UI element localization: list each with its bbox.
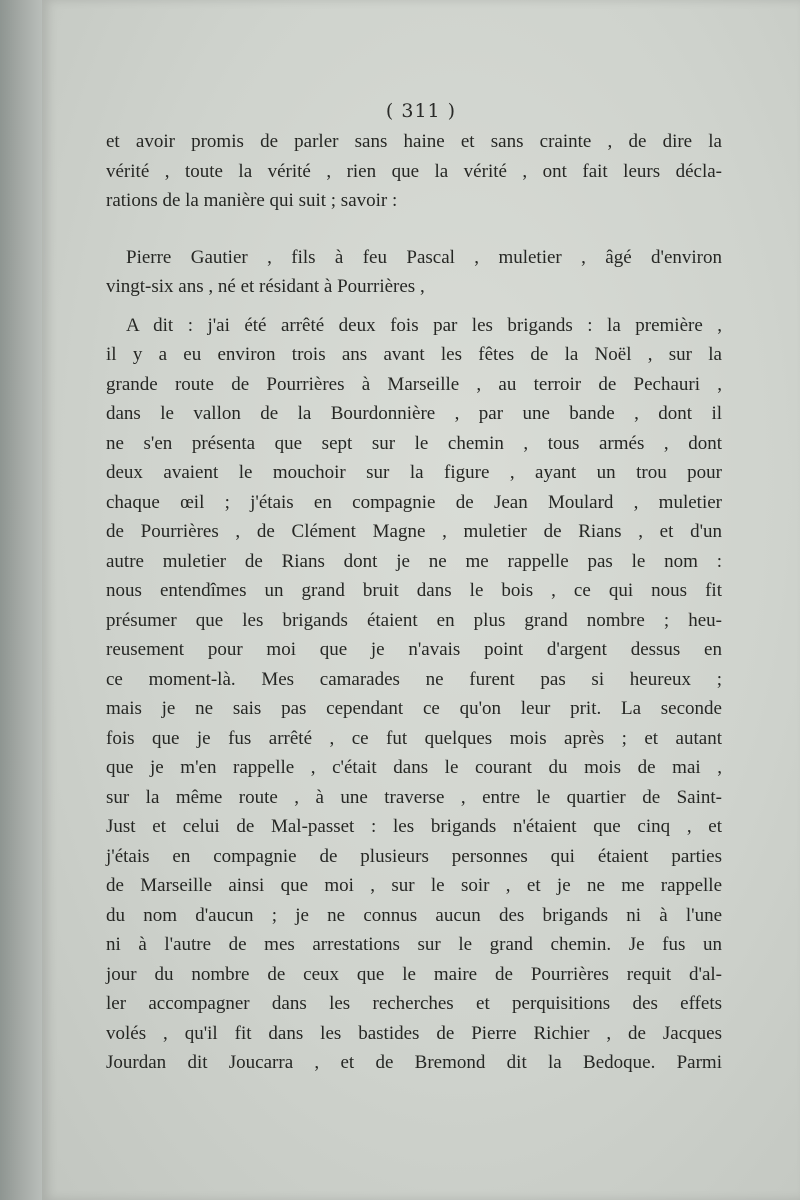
text-line: autre muletier de Rians dont je ne me rappelle pas le nom : [106,550,722,572]
text-line: ni à l'autre de mes arrestations sur le grand chemin. Je fus un [106,934,722,955]
text-line: sur la même route , à une traverse , entre le quartier de Saint- [106,786,722,808]
text-line: fois que je fus arrêté , ce fut quelques mois après ; et autant [106,727,722,749]
text-line: du nom d'aucun ; je ne connus aucun des brigands ni à l'une [106,904,722,926]
paragraph-gap [106,302,722,311]
paragraph-testimony [106,311,722,1078]
document-page [42,0,800,1200]
text-line: Pierre Gautier , fils à feu Pascal , muletier , âgé d'environ [126,246,722,268]
text-line: reusement pour moi que je n'avais point d'argent dessus en [106,639,722,660]
text-line: deux avaient le mouchoir sur la figure , ayant un trou pour [106,462,722,483]
text-line: Jourdan dit Joucarra , et de Bremond dit la Bedoque. Parmi [106,1052,722,1073]
text-line: de Marseille ainsi que moi , sur le soir , et je ne me rappelle [106,875,722,896]
text-line: dans le vallon de la Bourdonnière , par une bande , dont il [106,403,722,424]
text-line: j'étais en compagnie de plusieurs personnes qui étaient parties [106,845,722,867]
text-line: volés , qu'il fit dans les bastides de Pierre Richier , de Jacques [106,1022,722,1044]
text-line: il y a eu environ trois ans avant les fêtes de la Noël , sur la [106,344,722,365]
text-line: de Pourrières , de Clément Magne , muletier de Rians , et d'un [106,521,722,542]
text-line: nous entendîmes un grand bruit dans le bois , ce qui nous fit [106,580,722,601]
paragraph-gap [106,216,722,243]
book-spine [0,0,42,1200]
text-line: chaque œil ; j'étais en compagnie de Jean Moulard , muletier [106,491,722,513]
text-line: jour du nombre de ceux que le maire de Pourrières requit d'al- [106,963,722,985]
text-line: vingt-six ans , né et résidant à Pourrières , [106,276,425,297]
text-line: rations de la manière qui suit ; savoir : [106,190,398,211]
text-line: ne s'en présenta que sept sur le chemin , tous armés , dont [106,432,722,454]
text-line: que je m'en rappelle , c'était dans le courant du mois de mai , [106,757,722,778]
page-number: ( 311 ) [385,100,457,122]
page-text [106,127,722,1078]
text-line: Just et celui de Mal-passet : les brigands n'étaient que cinq , et [106,816,722,837]
text-line: mais je ne sais pas cependant ce qu'on leur prit. La seconde [106,698,722,719]
text-line: ce moment-là. Mes camarades ne furent pas si heureux ; [106,668,722,690]
text-line: vérité , toute la vérité , rien que la vérité , ont fait leurs décla- [106,160,722,182]
text-line: ler accompagner dans les recherches et perquisitions des effets [106,993,722,1014]
text-line: présumer que les brigands étaient en plus grand nombre ; heu- [106,609,722,631]
paragraph-witness [106,243,722,302]
text-line: et avoir promis de parler sans haine et sans crainte , de dire la [106,131,722,152]
text-line: A dit : j'ai été arrêté deux fois par les brigands : la première , [126,314,722,336]
paragraph-oath [106,127,722,216]
text-line: grande route de Pourrières à Marseille , au terroir de Pechauri , [106,373,722,395]
